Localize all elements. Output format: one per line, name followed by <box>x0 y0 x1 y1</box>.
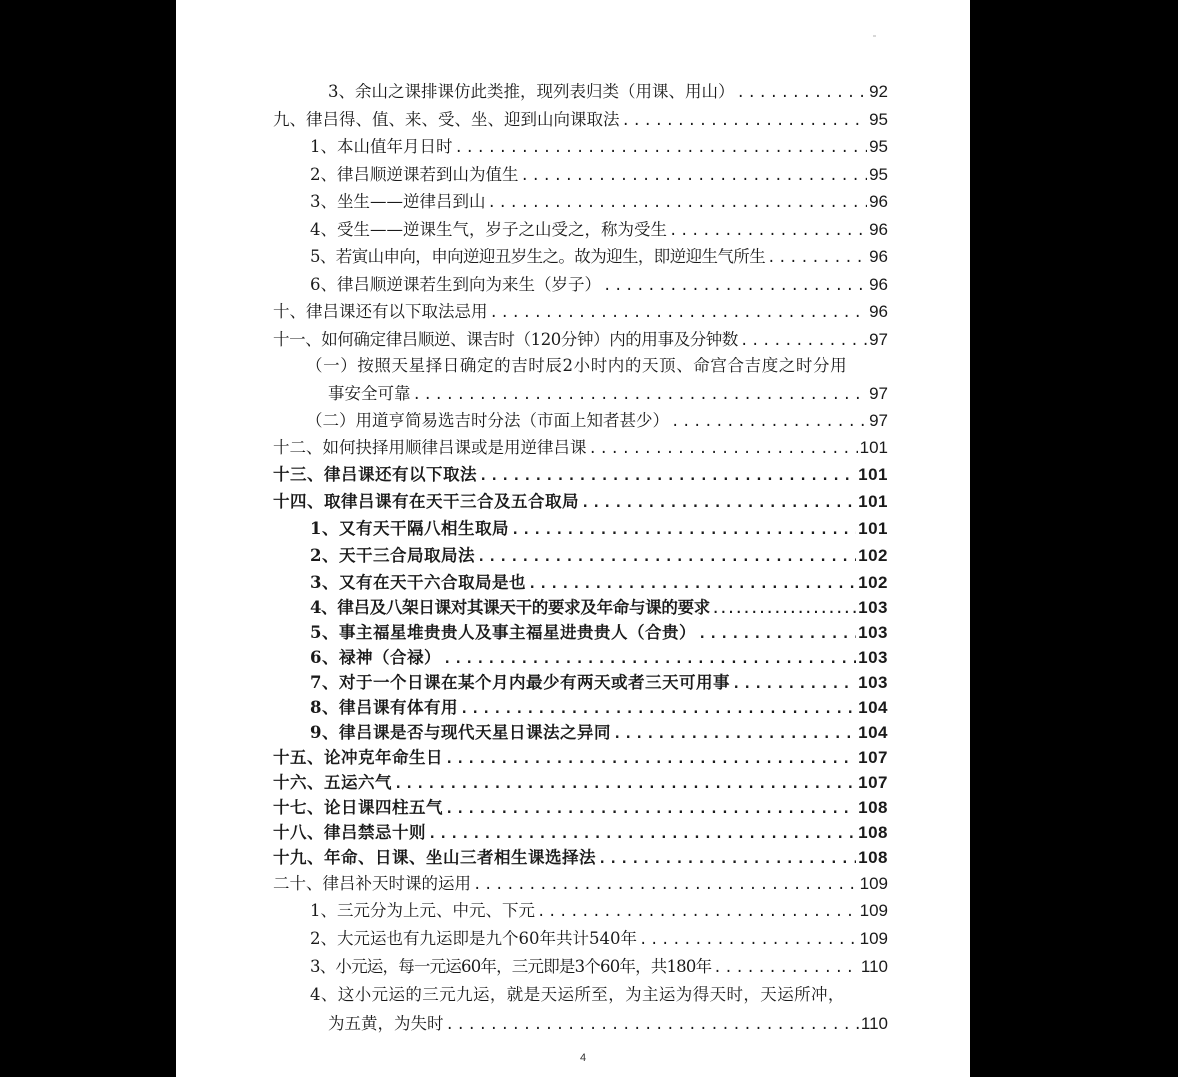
toc-entry-page: 107 <box>858 773 888 792</box>
toc-entry-page: 97 <box>869 384 888 403</box>
dot-leader <box>479 468 856 484</box>
toc-entry-page: 96 <box>869 275 888 294</box>
toc-entry[interactable] <box>306 407 888 431</box>
dot-leader <box>639 932 858 948</box>
toc-entry[interactable] <box>310 188 888 212</box>
dot-leader <box>598 851 856 867</box>
toc-entry[interactable] <box>310 133 888 157</box>
toc-entry-title: 8、律吕课有体有用 <box>310 698 458 717</box>
dot-leader <box>767 250 867 266</box>
toc-entry-title: 九、律吕得、值、来、受、坐、迎到山向课取法 <box>273 110 620 129</box>
toc-entry[interactable] <box>310 542 888 566</box>
dot-leader <box>712 602 856 616</box>
toc-entry[interactable] <box>273 298 888 322</box>
toc-entry-page: 101 <box>858 465 888 484</box>
dot-leader <box>445 801 856 817</box>
toc-entry-title: 十九、年命、日课、坐山三者相生课选择法 <box>273 848 596 867</box>
toc-entry-title: 十一、如何确定律吕顺逆、课吉时（120分钟）内的用事及分钟数 <box>273 330 738 349</box>
toc-entry-title: 十四、取律吕课有在天干三合及五合取局 <box>273 492 579 511</box>
dot-leader <box>603 278 867 294</box>
toc-entry-page: 97 <box>869 411 888 430</box>
toc-entry-page: 95 <box>869 137 888 156</box>
dot-leader <box>428 826 856 842</box>
scan-speck <box>873 35 876 37</box>
dot-leader <box>413 387 868 403</box>
toc-entry-page: 95 <box>869 165 888 184</box>
dot-leader <box>511 522 856 538</box>
dot-leader <box>669 223 867 239</box>
toc-entry-page: 108 <box>858 823 888 842</box>
toc-entry-title: 十二、如何抉择用顺律吕课或是用逆律吕课 <box>273 438 587 457</box>
dot-leader <box>581 495 856 511</box>
toc-entry-title: 2、律吕顺逆课若到山为值生 <box>310 165 519 184</box>
dot-leader <box>671 414 867 430</box>
toc-entry-page: 103 <box>858 623 888 642</box>
toc-entry-page: 101 <box>858 519 888 538</box>
toc-entry-page: 96 <box>869 247 888 266</box>
toc-entry-title: 为五黄，为失时 <box>328 1014 444 1033</box>
toc-entry[interactable] <box>310 243 888 267</box>
toc-entry[interactable] <box>328 78 888 102</box>
toc-entry[interactable] <box>273 326 888 350</box>
toc-entry-title: 3、小元运，每一元运60年，三元即是3个60年，共180年 <box>310 957 712 976</box>
toc-entry[interactable] <box>273 461 888 485</box>
dot-leader <box>521 168 868 184</box>
toc-entry-page: 108 <box>858 798 888 817</box>
toc-entry-title: 十七、论日课四柱五气 <box>273 798 443 817</box>
toc-entry-page: 103 <box>858 598 888 617</box>
dot-leader <box>622 113 868 129</box>
toc-entry-title: 二十、律吕补天时课的运用 <box>273 874 471 893</box>
toc-entry[interactable] <box>273 744 888 768</box>
toc-entry-title: 6、禄神（合禄） <box>310 648 441 667</box>
dot-leader <box>732 676 856 692</box>
toc-entry-title: 2、天干三合局取局法 <box>310 546 475 565</box>
toc-entry-title: 事安全可靠 <box>328 384 411 403</box>
toc-entry[interactable] <box>310 669 888 693</box>
toc-entry-page: 102 <box>858 546 888 565</box>
toc-entry-title: 7、对于一个日课在某个月内最少有两天或者三天可用事 <box>310 673 730 692</box>
toc-entry-title: 十三、律吕课还有以下取法 <box>273 465 477 484</box>
toc-entry-page: 108 <box>858 848 888 867</box>
toc-entry-page: 92 <box>869 82 888 101</box>
toc-entry-page: 103 <box>858 673 888 692</box>
toc-entry-title: 4、受生——逆课生气，岁子之山受之，称为受生 <box>310 220 667 239</box>
toc-entry-page: 110 <box>860 957 888 976</box>
toc-entry-page: 109 <box>859 929 888 948</box>
toc-entry-title: （一）按照天星择日确定的吉时辰2小时内的天顶、命宫合吉度之时分用 <box>306 356 848 375</box>
toc-entry-page: 102 <box>858 573 888 592</box>
toc-entry-line2[interactable] <box>328 1010 888 1034</box>
toc-entry-title: 1、又有天干隔八相生取局 <box>310 519 509 538</box>
toc-entry[interactable] <box>273 819 888 843</box>
toc-entry-page: 110 <box>860 1014 888 1033</box>
dot-leader <box>455 140 868 156</box>
toc-entry-title: 2、大元运也有九运即是九个60年共计540年 <box>310 929 637 948</box>
dot-leader <box>446 1017 859 1033</box>
toc-entry[interactable] <box>310 619 888 643</box>
toc-entry-page: 96 <box>869 220 888 239</box>
toc-entry-title: 4、这小元运的三元九运，就是天运所至，为主运为得天时，天运所冲， <box>310 985 845 1004</box>
toc-entry-title: （二）用道亨简易选吉时分法（市面上知者甚少） <box>306 411 669 430</box>
toc-entry-title: 十八、律吕禁忌十则 <box>273 823 426 842</box>
toc-entry-page: 107 <box>858 748 888 767</box>
toc-entry-title: 4、律吕及八架日课对其课天干的要求及年命与课的要求 <box>310 598 710 617</box>
dot-leader <box>445 751 856 767</box>
dot-leader <box>737 85 868 101</box>
toc-entry-line2[interactable] <box>328 380 888 404</box>
toc-entry-page: 109 <box>859 874 888 893</box>
toc-entry-page: 101 <box>859 438 888 457</box>
toc-entry[interactable] <box>310 515 888 539</box>
toc-entry[interactable] <box>310 694 888 718</box>
toc-entry[interactable] <box>310 569 888 593</box>
toc-entry-page: 104 <box>858 723 888 742</box>
toc-entry-page: 97 <box>869 330 888 349</box>
toc-entry-title: 3、又有在天干六合取局是也 <box>310 573 526 592</box>
dot-leader <box>698 626 856 642</box>
dot-leader <box>589 441 858 457</box>
dot-leader <box>537 904 858 920</box>
toc-entry[interactable] <box>310 897 888 921</box>
toc-entry-title: 5、若寅山申向，申向逆迎丑岁生之。故为迎生，即逆迎生气所生 <box>310 247 766 266</box>
toc-entry-title: 1、三元分为上元、中元、下元 <box>310 901 535 920</box>
toc-entry-page: 104 <box>858 698 888 717</box>
dot-leader <box>488 195 868 211</box>
toc-entry-line1[interactable] <box>306 352 888 376</box>
dot-leader <box>740 333 867 349</box>
toc-entry[interactable] <box>310 161 888 185</box>
document-page <box>176 0 970 1077</box>
page-number: 4 <box>580 1052 587 1064</box>
toc-entry-page: 96 <box>869 192 888 211</box>
toc-entry-page: 96 <box>869 302 888 321</box>
toc-entry[interactable] <box>273 106 888 130</box>
toc-entry-title: 十、律吕课还有以下取法忌用 <box>273 302 488 321</box>
toc-entry[interactable] <box>273 794 888 818</box>
toc-entry[interactable] <box>273 434 888 458</box>
dot-leader <box>528 576 856 592</box>
toc-entry-title: 1、本山值年月日时 <box>310 137 453 156</box>
toc-entry-title: 6、律吕顺逆课若生到向为来生（岁子） <box>310 275 601 294</box>
toc-entry-title: 3、坐生——逆律吕到山 <box>310 192 486 211</box>
toc-entry[interactable] <box>310 216 888 240</box>
toc-entry[interactable] <box>273 488 888 512</box>
toc-entry-page: 95 <box>869 110 888 129</box>
toc-entry[interactable] <box>310 594 888 618</box>
toc-entry-page: 109 <box>859 901 888 920</box>
dot-leader <box>490 305 868 321</box>
toc-entry[interactable] <box>273 844 888 868</box>
dot-leader <box>713 960 859 976</box>
dot-leader <box>443 651 856 667</box>
toc-entry-title: 3、余山之课排课仿此类推，现列表归类（用课、用山） <box>328 82 735 101</box>
toc-entry-title: 十五、论冲克年命生日 <box>273 748 443 767</box>
toc-entry-title: 十六、五运六气 <box>273 773 392 792</box>
toc-entry[interactable] <box>310 644 888 668</box>
dot-leader <box>613 726 856 742</box>
toc-entry[interactable] <box>273 769 888 793</box>
toc-entry-page: 101 <box>858 492 888 511</box>
toc-entry-page: 103 <box>858 648 888 667</box>
dot-leader <box>460 701 856 717</box>
toc-entry-title: 5、事主福星堆贵贵人及事主福星进贵贵人（合贵） <box>310 623 696 642</box>
dot-leader <box>477 549 856 565</box>
toc-entry[interactable] <box>273 870 888 894</box>
toc-entry[interactable] <box>310 271 888 295</box>
dot-leader <box>473 877 858 893</box>
toc-entry[interactable] <box>310 953 888 977</box>
toc-entry-title: 9、律吕课是否与现代天星日课法之异同 <box>310 723 611 742</box>
toc-entry-line1[interactable] <box>310 981 888 1005</box>
dot-leader <box>394 776 856 792</box>
toc-entry[interactable] <box>310 925 888 949</box>
toc-entry[interactable] <box>310 719 888 743</box>
